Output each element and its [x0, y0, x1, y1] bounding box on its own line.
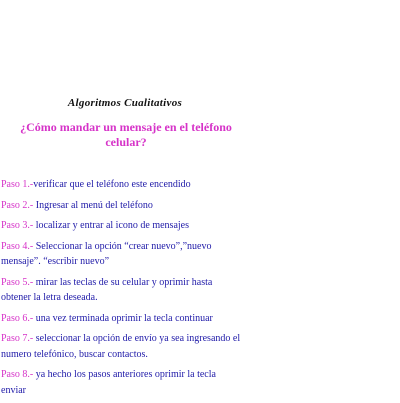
- step-item-8: [1, 367, 241, 398]
- step-item-1: [1, 177, 241, 193]
- step-item-4: [1, 239, 241, 270]
- step-label: Paso 5.-: [1, 276, 34, 288]
- step-label: Paso 8.-: [1, 369, 34, 380]
- step-item-6: [1, 311, 241, 327]
- step-item-2: [1, 198, 241, 214]
- step-text: una vez terminada oprimir la tecla continuar: [33, 312, 213, 324]
- step-item-7: [1, 331, 241, 362]
- step-label: Paso 6.-: [1, 312, 34, 324]
- step-text: mirar las teclas de su celular y oprimir hasta obtener la letra deseada.: [1, 276, 213, 303]
- document-title: Algoritmos Cualitativos: [67, 97, 183, 109]
- step-text: verificar que el teléfono este encendido: [33, 179, 191, 190]
- step-text: Seleccionar la opción “crear nuevo”,”nuevo mensaje”. “escribir nuevo”: [1, 240, 212, 267]
- step-label: Paso 2.-: [1, 199, 34, 211]
- step-item-5: [1, 275, 241, 306]
- document-question: ¿Cómo mandar un mensaje en el teléfono celular?: [20, 120, 232, 149]
- step-label: Paso 3.-: [1, 220, 34, 231]
- steps-list: [1, 177, 241, 403]
- step-text: seleccionar la opción de envío ya sea ingresando el numero telefónico, buscar contactos.: [1, 333, 241, 360]
- step-text: Ingresar al menú del teléfono: [33, 199, 153, 211]
- step-item-3: [1, 218, 241, 234]
- step-label: Paso 4.-: [1, 240, 34, 252]
- step-label: Paso 7.-: [1, 333, 34, 344]
- step-text: localizar y entrar al icono de mensajes: [33, 220, 189, 231]
- step-text: ya hecho los pasos anteriores oprimir la tecla enviar: [1, 369, 216, 396]
- step-label: Paso 1.-: [1, 179, 34, 190]
